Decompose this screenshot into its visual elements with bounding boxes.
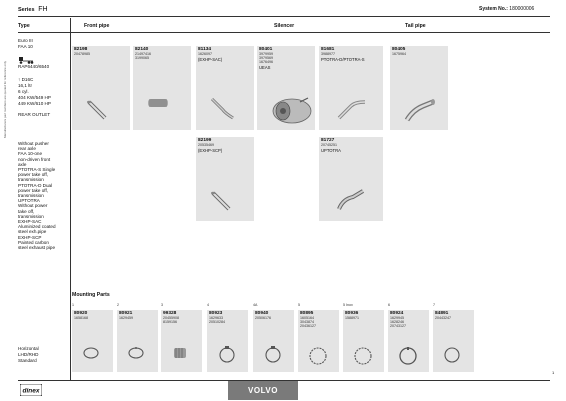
part-number: 80920 — [74, 311, 88, 316]
part-desc: (EXHP-SCP) — [198, 148, 223, 153]
v-clamp-icon — [353, 346, 373, 371]
note-line: Without pusher — [18, 141, 49, 146]
dinex-logo — [20, 383, 42, 401]
part-card[interactable] — [257, 46, 315, 130]
header-rule — [18, 16, 550, 17]
part-number: 80405 — [392, 47, 406, 52]
mounting-part-card[interactable] — [72, 310, 113, 372]
note-line: Without power — [18, 203, 48, 209]
mounting-part-card[interactable] — [253, 310, 294, 372]
mount-position: 4 — [207, 303, 209, 307]
engine-line-4: 449 KW/610 HP — [18, 101, 51, 106]
silencer-icon — [270, 96, 314, 131]
brand-banner: VOLVO — [228, 381, 298, 400]
sleeve-icon — [171, 346, 189, 365]
tail-pipe-icon — [403, 96, 437, 129]
part-number: 82199 — [198, 138, 212, 143]
band-clamp-icon — [217, 346, 237, 369]
oem-ref: 21497416 — [135, 52, 151, 56]
silencer-heading: Silencer — [274, 23, 295, 29]
oem-ref: 3199065 — [135, 56, 149, 60]
mounting-part-card[interactable] — [433, 310, 474, 372]
oem-ref: 20535469 — [198, 143, 214, 147]
oem-ref: 20743127 — [390, 324, 406, 328]
part-card[interactable] — [72, 46, 130, 130]
note-line: Painted carbon — [18, 239, 49, 245]
exhaust-pipe-icon — [209, 96, 239, 127]
mounting-part-card[interactable] — [343, 310, 384, 372]
note-line: Aluminized coated — [18, 224, 56, 230]
engine-name: D16C — [21, 77, 34, 82]
type-line-0: Euro III — [18, 38, 33, 43]
outlet-type: REAR OUTLET — [18, 112, 51, 117]
oem-ref: 3988977 — [321, 52, 335, 56]
mount-position: 5 — [298, 303, 300, 307]
oem-ref: 1629633 — [209, 316, 223, 320]
engine-icon: ↑ — [18, 77, 21, 82]
part-card[interactable] — [319, 137, 383, 221]
front-pipe-icon — [85, 96, 115, 127]
bottom-line-0: Horizontal — [18, 346, 39, 351]
note-line: steel exh.pipe — [18, 229, 47, 235]
part-card[interactable] — [196, 46, 254, 130]
oem-ref: 1588971 — [345, 316, 359, 320]
part-number: 80924 — [390, 311, 404, 316]
part-card[interactable] — [196, 137, 254, 221]
engine-line-1: 16,1 ltr — [18, 83, 33, 88]
ring-clamp-icon — [127, 346, 145, 365]
mount-position: 7 — [433, 303, 435, 307]
oem-ref: 3979569 — [259, 56, 273, 60]
oem-ref: 1675964 — [392, 52, 406, 56]
note-line: axle — [18, 161, 27, 167]
note-line: power take off, — [18, 187, 49, 193]
mounting-parts-heading: Mounting Parts — [72, 292, 110, 298]
note-line: EXHP-SAC — [18, 219, 42, 224]
note-line: PTOTRA-S Single — [18, 167, 56, 172]
curved-pipe-icon — [335, 187, 367, 218]
mounting-part-card[interactable] — [207, 310, 248, 372]
oem-ref: 20436127 — [300, 324, 316, 328]
note-line: rear axle — [18, 146, 36, 152]
oem-ref: 3043874 — [300, 320, 314, 324]
exhaust-pipe-icon — [209, 187, 239, 218]
note-line: FAA 10-one — [18, 151, 43, 157]
part-desc: PTOTRA-D/PTOTRA-S — [321, 57, 365, 62]
note-line: non-driven front — [18, 156, 51, 162]
part-card[interactable] — [133, 46, 191, 130]
oem-ref: 1658168 — [74, 316, 88, 320]
part-number: 80923 — [209, 311, 223, 316]
bent-pipe-icon — [335, 96, 369, 127]
oem-ref: 20506176 — [255, 316, 271, 320]
part-number: 81727 — [321, 138, 335, 143]
bottom-line-2: Standard — [18, 358, 37, 363]
oem-ref: 1628246 — [390, 320, 404, 324]
part-number: 80940 — [255, 311, 269, 316]
oem-ref: 1605164 — [300, 316, 314, 320]
front-pipe-heading: Front pipe — [84, 23, 110, 29]
engine-line-0 — [18, 77, 33, 82]
note-line: transmission — [18, 213, 44, 219]
oem-ref: 20510284 — [209, 320, 225, 324]
v-clamp-icon — [308, 346, 328, 371]
part-number: 81681 — [321, 47, 335, 52]
mount-position: 6 — [388, 303, 390, 307]
type-line-1: FAA 10 — [18, 44, 33, 49]
engine-line-2: 6 cyl. — [18, 89, 29, 94]
tail-pipe-heading: Tail pipe — [405, 23, 426, 29]
part-number: 80921 — [119, 311, 133, 316]
part-number: 80895 — [300, 311, 314, 316]
oem-ref: 1626097 — [198, 52, 212, 56]
mount-position: 5 Inox — [343, 303, 353, 307]
page-number: 1 — [552, 370, 555, 375]
system-value: 180000006 — [509, 6, 535, 12]
oem-ref: 1676496 — [259, 60, 273, 64]
part-number: 80936 — [345, 311, 359, 316]
mounting-part-card[interactable] — [161, 310, 202, 372]
series-label: Series — [18, 7, 35, 13]
band-clamp-icon — [263, 346, 283, 369]
note-line: transmission — [18, 193, 44, 198]
model-code: RAP6440/6540 — [18, 64, 50, 69]
part-number: 84891 — [435, 311, 449, 316]
oem-ref: 20455908 — [163, 316, 179, 320]
note-line: EXHP-SCP — [18, 234, 42, 240]
note-line: transmission — [18, 177, 44, 183]
heavy-clamp-icon — [398, 346, 418, 371]
mount-position: 4A — [253, 303, 258, 307]
system-label: System No.: — [479, 6, 508, 12]
note-line: take off, — [18, 208, 35, 214]
dinex-logo-text: dinex — [22, 387, 40, 395]
mount-position: 3 — [161, 303, 163, 307]
ring-clamp-icon — [443, 346, 461, 369]
part-desc: UEAS — [259, 65, 271, 70]
note-line: UPTOTRA — [18, 198, 40, 204]
oem-ref: 20443247 — [435, 316, 451, 320]
system-header — [479, 6, 534, 12]
mount-position: 2 — [117, 303, 119, 307]
part-card[interactable] — [319, 46, 383, 130]
note-line: steel exhaust pipe — [18, 245, 56, 250]
oem-ref: 3979959 — [259, 52, 273, 56]
left-column-divider — [70, 18, 71, 380]
bottom-line-1: LHD/RHD — [18, 352, 39, 357]
ring-clamp-icon — [82, 346, 100, 365]
column-header-rule — [18, 32, 550, 33]
series-header — [18, 6, 48, 13]
oem-ref: 8159156 — [163, 320, 177, 324]
mount-position: 1 — [72, 303, 74, 307]
oem-ref: 20745251 — [321, 143, 337, 147]
note-line: power take off, — [18, 172, 49, 178]
engine-line-3: 404 KW/549 HP — [18, 95, 51, 100]
mounting-part-card[interactable] — [298, 310, 339, 372]
part-number: 80401 — [259, 47, 273, 52]
part-number: 82198 — [74, 47, 88, 52]
mounting-part-card[interactable] — [388, 310, 429, 372]
part-card[interactable] — [390, 46, 448, 130]
series-value: FH — [38, 6, 48, 13]
part-desc: (EXHP-SAC) — [198, 57, 223, 62]
part-desc: UPTOTRA — [321, 148, 341, 153]
part-number: 81134 — [198, 47, 212, 52]
part-number: 82140 — [135, 47, 149, 52]
oem-ref: 1629945 — [390, 316, 404, 320]
side-disclaimer: Manufacturers part numbers are quoted for reference only — [3, 60, 7, 138]
oem-ref: 20478985 — [74, 52, 90, 56]
oem-ref: 1629459 — [119, 316, 133, 320]
type-heading: Type — [18, 23, 30, 29]
mounting-part-card[interactable] — [117, 310, 158, 372]
flex-pipe-icon — [146, 96, 170, 115]
part-number: 99328 — [163, 311, 177, 316]
note-line: PTOTRA-D Dual — [18, 182, 53, 188]
